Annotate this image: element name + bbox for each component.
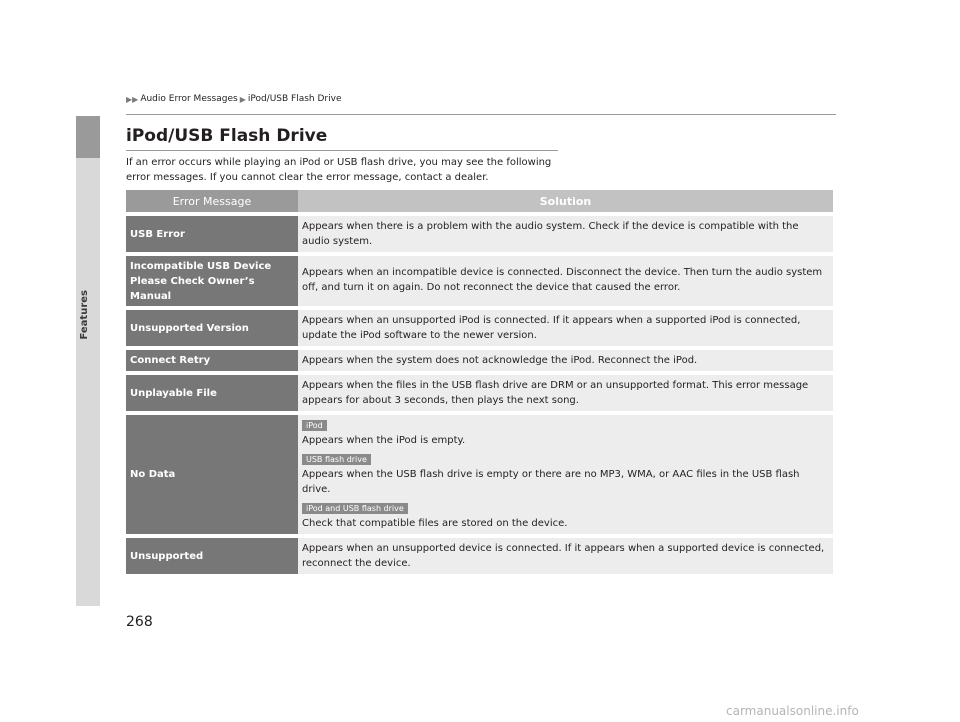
page-title: iPod/USB Flash Drive: [126, 126, 328, 146]
breadcrumb: [126, 94, 341, 104]
ipod-tag: iPod: [302, 420, 327, 431]
section-label: Features: [79, 290, 90, 340]
solution-cell: Appears when an unsupported device is connected. If it appears when a supported device is connected, reconnect the device.: [298, 538, 833, 574]
watermark: carmanualsonline.info: [726, 704, 859, 718]
usb-flash-drive-tag: USB flash drive: [302, 454, 371, 465]
solution-cell: Appears when the system does not acknowledge the iPod. Reconnect the iPod.: [298, 350, 833, 371]
ipod-solution-text: Appears when the iPod is empty.: [302, 435, 466, 446]
error-message-cell: Unplayable File: [126, 375, 298, 411]
table-row: [126, 350, 833, 371]
table-row: [126, 415, 833, 534]
title-divider: [126, 150, 558, 151]
ipod-and-usb-tag: iPod and USB flash drive: [302, 503, 408, 514]
breadcrumb-item-audio-error-messages[interactable]: Audio Error Messages: [140, 94, 238, 104]
intro-text: If an error occurs while playing an iPod or USB flash drive, you may see the following error messages. If you cannot clear the error message, contact a dealer.: [126, 157, 552, 183]
table-row: [126, 310, 833, 346]
error-table: [126, 190, 833, 578]
table-header: [126, 190, 833, 212]
page-number: 268: [126, 614, 153, 630]
header-solution: Solution: [539, 194, 592, 208]
error-message-cell: USB Error: [126, 216, 298, 252]
table-row: [126, 538, 833, 574]
section-sidebar: [76, 158, 100, 606]
table-row: [126, 216, 833, 252]
solution-cell: [298, 415, 833, 534]
breadcrumb-arrow-icon: ▶: [239, 94, 246, 104]
usb-solution-text: Appears when the USB flash drive is empty or there are no MP3, WMA, or AAC files in the USB flash drive.: [302, 469, 800, 495]
both-solution-text: Check that compatible files are stored on the device.: [302, 518, 568, 529]
error-message-cell: Unsupported: [126, 538, 298, 574]
error-message-cell: No Data: [126, 415, 298, 534]
error-message-cell: Unsupported Version: [126, 310, 298, 346]
solution-cell: Appears when an incompatible device is connected. Disconnect the device. Then turn the audio system off, and turn it on again. Do not reconnect the device that caused the error.: [298, 256, 833, 306]
breadcrumb-item-ipod-usb[interactable]: iPod/USB Flash Drive: [247, 94, 342, 104]
solution-cell: Appears when an unsupported iPod is connected. If it appears when a supported iPod is connected, update the iPod software to the newer version.: [298, 310, 833, 346]
error-message-cell: Incompatible USB Device Please Check Owner’s Manual: [126, 256, 298, 306]
breadcrumb-arrow-icon: ▶▶: [126, 94, 139, 104]
header-error-message: Error Message: [126, 190, 298, 212]
table-row: [126, 375, 833, 411]
solution-cell: Appears when there is a problem with the audio system. Check if the device is compatible with the audio system.: [298, 216, 833, 252]
section-tab: [76, 116, 100, 158]
header-divider: [126, 114, 836, 115]
table-row: [126, 256, 833, 306]
solution-cell: Appears when the files in the USB flash drive are DRM or an unsupported format. This error message appears for about 3 seconds, then plays the next song.: [298, 375, 833, 411]
error-message-cell: Connect Retry: [126, 350, 298, 371]
